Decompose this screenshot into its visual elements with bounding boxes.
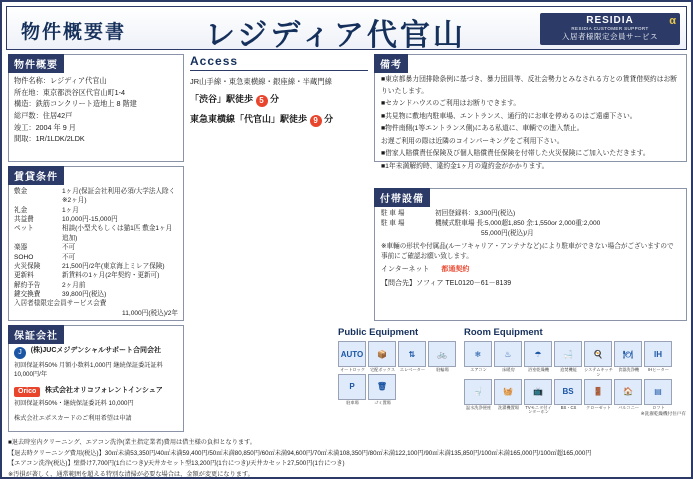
footer-line: ※汚損が著しく、通常範囲を超える特別な清掃が必要な場合は、金額が変更になります。 — [8, 470, 254, 478]
walk-minutes-badge: 5 — [256, 95, 268, 107]
page-title: 物件概要書 — [21, 22, 127, 43]
facility-key: 駐 車 場 — [381, 210, 405, 217]
list-item: 物件名称：レジディア代官山 — [14, 76, 107, 85]
residia-logo — [540, 13, 680, 45]
minutes-suffix: 分 — [324, 114, 334, 125]
term-key: 鍵交換費 — [14, 290, 41, 298]
equipment-caption: バルコニー — [618, 404, 639, 410]
list-item: 竣工：2004 年 9 月 — [14, 122, 76, 132]
facility-value: 機械式駐車場 長:5,000超1,850 余:1,550or 2,000重:2,000 — [435, 220, 601, 228]
equipment-item — [644, 341, 673, 378]
equipment-item — [554, 341, 583, 378]
equipment-caption: クローゼット — [586, 404, 611, 410]
facility-value-2: 55,000円(税込)/月 — [481, 230, 534, 238]
facility-row-bike — [381, 219, 680, 239]
table-row — [13, 243, 179, 252]
table-row — [13, 224, 179, 243]
term-key: 敷金 — [14, 188, 28, 195]
room-equipment-footnote: ※洗濯乾燥機付住戸有 — [640, 411, 686, 417]
bicycle-parking-icon: 🚲 — [428, 341, 456, 367]
equipment-caption: システムキッチン — [584, 367, 613, 377]
remarks-list — [375, 69, 686, 178]
equipment-item — [368, 341, 397, 373]
term-key: 楽器 — [14, 244, 28, 252]
facility-value: 初回登録料：3,300円(税込) — [435, 210, 516, 217]
term-value: 2ヶ月前 — [62, 281, 86, 289]
table-row — [13, 187, 179, 206]
term-value: 不可 — [62, 253, 76, 261]
closet-icon: 🚪 — [584, 379, 612, 405]
term-key: 火災保険 — [14, 262, 41, 270]
rental-terms-box — [8, 166, 184, 321]
equipment-caption: 駐車場 — [346, 399, 359, 405]
remarks-section-title: 備考 — [374, 54, 408, 73]
equipment-item — [494, 379, 523, 416]
equipment-item — [464, 341, 493, 378]
equipment-item — [428, 341, 457, 373]
list-item: ■物件南側(1等エントランス側)にある私道に、車輌での進入禁止。 — [381, 125, 584, 133]
term-value: 11,000円(税込)/2年 — [122, 309, 178, 317]
air-conditioner-icon: ❄ — [464, 341, 492, 367]
list-item: ■1年未満解約時、違約金1ヶ月の違約金がかかります。 — [381, 162, 549, 170]
equipment-caption: 洗濯機置場 — [498, 404, 519, 410]
terms-section-title: 賃貸条件 — [8, 166, 64, 185]
public-equipment-title: Public Equipment — [338, 327, 419, 338]
table-row — [13, 309, 179, 318]
walk-minutes-badge: 9 — [310, 115, 322, 127]
term-key: 共益費 — [14, 216, 34, 224]
equipment-item — [584, 379, 613, 416]
facility-section-title: 付帯設備 — [374, 188, 430, 207]
document-header — [6, 6, 687, 50]
access-lines: JR山手線・東急東横線・銀座線・半蔵門線 — [190, 77, 333, 86]
term-value: 21,500円/2年(東京海上ミレア保険) — [62, 262, 165, 270]
loft-icon: ▤ — [644, 379, 672, 405]
company-name: 株式会社エポスカードのご利用希望は申請 — [14, 415, 132, 423]
term-value: 1ヶ月(保証会社利用必須/大学法人除く※2ヶ月) — [62, 188, 176, 205]
footer-line: ■退去時室内クリーニング、エアコン洗浄(業主指定業者)費用は借主様の負担となります。 — [8, 439, 256, 446]
logo-brand: RESIDIA — [586, 15, 634, 26]
term-value: 1ヶ月 — [62, 206, 79, 214]
list-item: 総戸数：住居42戸 — [14, 110, 73, 120]
ih-stove-icon: IH — [644, 341, 672, 367]
internet-key: インターネット — [381, 266, 430, 274]
remarks-box — [374, 54, 687, 170]
company-detail: 初回保証料50% 月額小数料1,000円 継続保証委託証料10,000円/年 — [14, 362, 163, 379]
footer-notes — [8, 438, 687, 479]
company-detail: 初回保証料50%・継続保証委託料 10,000円 — [14, 400, 134, 408]
equipment-caption: 駐輪場 — [436, 367, 449, 372]
equipment-item — [644, 379, 673, 416]
equipment-item — [338, 374, 367, 406]
list-item: 所在地：東京都渋谷区代官山町1-4 — [14, 87, 126, 97]
facility-contact: 【問合先】ソフィア TEL0120－61－8139 — [381, 280, 512, 288]
equipment-caption: TVモニタ付インターホン — [525, 404, 552, 415]
equipment-caption: オートロック — [339, 367, 366, 372]
access-route-daikanyama — [190, 112, 368, 127]
equipment-caption: 浴室乾燥機 — [528, 367, 549, 372]
delivery-box-icon: 📦 — [368, 341, 396, 367]
auto-lock-icon: AUTO — [338, 341, 366, 367]
equipment-caption: エレベーター — [399, 367, 426, 372]
reheating-bath-icon: 🛁 — [554, 341, 582, 367]
equipment-caption: ゴミ置場 — [374, 399, 391, 405]
term-value: 39,800円(税込) — [62, 290, 107, 298]
equipment-caption: 食器洗浄機 — [618, 367, 639, 372]
term-value: 10,000円-15,000円 — [62, 216, 118, 224]
station-label: 「渋谷」駅徒歩 — [190, 94, 254, 105]
term-value: 不可 — [62, 244, 76, 252]
tv-intercom-icon: 📺 — [524, 379, 552, 405]
equipment-caption: ロフト — [652, 404, 665, 410]
table-row — [13, 271, 179, 280]
term-key: 解約予告 — [14, 281, 41, 289]
logo-service: 入居者様限定会員サービス — [562, 32, 658, 41]
divider — [190, 70, 368, 71]
floor-heating-icon: ♨ — [494, 341, 522, 367]
equipment-caption: BS・CS — [560, 404, 577, 410]
equipment-item — [584, 341, 613, 378]
list-item: ■借家人賠償責任保険及び個人賠償責任保険を付帯した火災保険にご加入いただきます。 — [381, 150, 650, 158]
access-title: Access — [190, 54, 239, 68]
access-section — [190, 54, 368, 162]
list-item: 構造：鉄筋コンクリート造地上 8 階建 — [14, 99, 137, 109]
table-row — [13, 253, 179, 262]
equipment-caption: 床暖房 — [502, 367, 515, 372]
list-item: ■共見物に敷地内駐車場、エントランス、通行的にお車を停めるのはご遠慮下さい。 — [381, 112, 637, 120]
term-value: 新賃料の1ヶ月(2年契約・更新可) — [62, 272, 160, 280]
room-equipment-title: Room Equipment — [464, 327, 543, 338]
footer-line: 【エアコン洗浄(税込)】壁掛け7,700円(1台につき)/天井カセット型13,200円(1台につき)/天井カセット27,500円(1台につき) — [8, 460, 345, 468]
access-route-shibuya — [190, 92, 368, 107]
terms-table — [13, 187, 179, 318]
equipment-item — [554, 379, 583, 416]
term-key: 入居者様限定会員サービス会費 — [14, 300, 107, 308]
company-name: 株式会社オリコフォレントインシュア — [45, 386, 163, 394]
public-equipment-grid — [338, 341, 458, 407]
equipment-item — [614, 379, 643, 416]
list-item: ■セカンドハウスのご利用はお断りできます。 — [381, 100, 521, 108]
facility-key: 駐 車 場 — [381, 220, 405, 228]
orico-logo-icon: Orico — [14, 387, 40, 398]
guarantee-entry — [14, 346, 178, 380]
table-row — [13, 281, 179, 290]
washer-space-icon: 🧺 — [494, 379, 522, 405]
equipment-caption: 温水洗浄便座 — [465, 404, 492, 410]
equipment-item — [338, 341, 367, 373]
logo-sub: RESIDIA CUSTOMER SUPPORT — [571, 26, 649, 31]
dishwasher-icon: 🍽 — [614, 341, 642, 367]
line-prefix: 東急東横線 — [190, 114, 236, 125]
guarantee-entry — [14, 386, 178, 409]
equipment-item — [614, 341, 643, 378]
jsupport-logo-icon: J — [14, 347, 26, 359]
washlet-icon: 🚽 — [464, 379, 492, 405]
room-equipment-grid — [464, 341, 690, 416]
equipment-caption: 追焚機能 — [560, 367, 577, 372]
parking-icon: P — [338, 374, 366, 400]
system-kitchen-icon: 🍳 — [584, 341, 612, 367]
equipment-item — [524, 341, 553, 378]
table-row — [13, 299, 179, 308]
equipment-caption: エアコン — [470, 367, 487, 372]
guarantee-section-title: 保証会社 — [8, 325, 64, 344]
list-item: ■東京都暴力団排除条例に基づき、暴力団員等、反社会勢力とみなされる方との賃貸借契約はお断りいたします。 — [381, 76, 678, 95]
equipment-item — [464, 379, 493, 416]
minutes-suffix: 分 — [270, 94, 280, 105]
alpha-badge: α — [669, 15, 676, 27]
footer-line: 【退去時クリーニング費用(税込)】30㎡未満53,350円/40㎡未満59,400円/50㎡未満80,850円/60㎡未満94,600円/70㎡未満108,350円/80㎡未満122,100円/90㎡未満135,850円/100㎡未満165,000円/100㎡超165,000円 — [8, 449, 592, 457]
elevator-icon: ⇅ — [398, 341, 426, 367]
trash-room-icon: 🗑 — [368, 374, 396, 400]
station-label: 「代官山」駅徒歩 — [235, 114, 308, 125]
outline-section-title: 物件概要 — [8, 54, 64, 73]
term-key: ペット — [14, 225, 34, 233]
facility-box — [374, 188, 687, 321]
equipment-item — [524, 379, 553, 416]
bs-cs-icon: BS — [554, 379, 582, 405]
property-name: レジディア代官山 — [205, 19, 466, 52]
facility-row-parking — [381, 209, 680, 219]
term-key: SOHO — [14, 253, 34, 261]
list-item: お遅ご利用の際は近隣のコインパーキングをご利用下さい。 — [381, 137, 564, 145]
guarantee-entry — [14, 414, 178, 423]
equipment-caption: IHヒーター — [648, 367, 669, 372]
equipment-item — [398, 341, 427, 373]
facility-note: ※車輛の形状や付属品(ルーフキャリア・アンテナなど)により駐車ができない場合がございますので事前にご確認お願い致します。 — [381, 242, 674, 260]
company-name: (株)JUCメジデンシャルサポート合同会社 — [30, 347, 161, 354]
guarantee-company-box — [8, 325, 184, 432]
property-outline-box — [8, 54, 184, 162]
balcony-icon: 🏠 — [614, 379, 642, 405]
term-key: 礼金 — [14, 206, 28, 214]
table-row — [13, 290, 179, 299]
equipment-item — [368, 374, 397, 406]
table-row — [13, 215, 179, 224]
outline-rows — [9, 71, 183, 145]
table-row — [13, 206, 179, 215]
internet-row — [381, 265, 680, 276]
list-item: 間取：1R/1LDK/2LDK — [14, 134, 85, 144]
term-value: 相談(小型犬もしくは猫1匹 敷金1ヶ月追加) — [62, 225, 173, 242]
public-equipment-section — [338, 327, 458, 407]
equipment-caption: 宅配ボックス — [369, 367, 396, 372]
equipment-item — [494, 341, 523, 378]
room-equipment-section — [464, 327, 690, 416]
table-row — [13, 262, 179, 271]
internet-value: 都通契約 — [441, 266, 470, 274]
bath-dryer-icon: ☂ — [524, 341, 552, 367]
term-key: 更新料 — [14, 272, 34, 280]
